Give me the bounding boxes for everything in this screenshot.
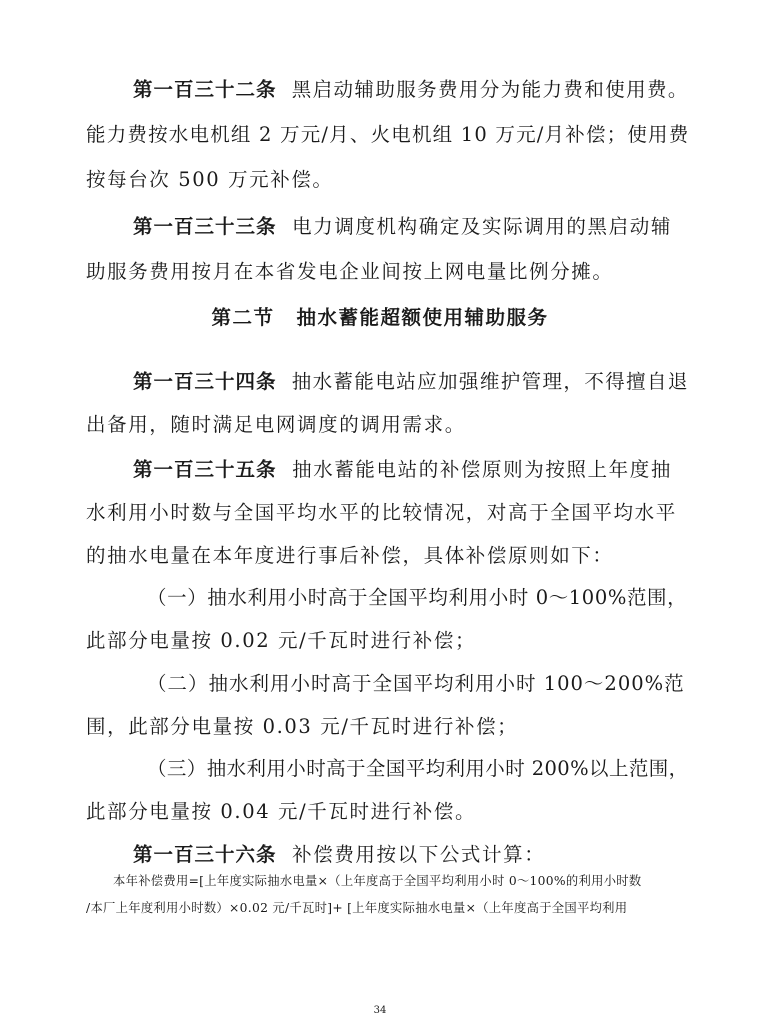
article-132-text: 黑启动辅助服务费用分为能力费和使用费。 xyxy=(291,78,689,101)
item-1-line-1: （一）抽水利用小时高于全国平均利用小时 0～100%范围， xyxy=(147,586,688,609)
item-1-line-2: 此部分电量按 0.02 元/千瓦时进行补偿； xyxy=(86,629,477,652)
article-135-line-1 xyxy=(133,454,672,482)
article-133-line-1 xyxy=(133,211,672,239)
formula-line-2: /本厂上年度利用小时数）×0.02 元/千瓦时]+ [上年度实际抽水电量×（上年度高于全国平均利用 xyxy=(86,901,628,915)
article-135-line-3: 的抽水电量在本年度进行事后补偿，具体补偿原则如下： xyxy=(86,544,614,567)
article-136-text: 补偿费用按以下公式计算： xyxy=(292,843,546,866)
article-134-line-1 xyxy=(133,366,689,394)
article-134-number: 第一百三十四条 xyxy=(133,370,277,393)
article-135-number: 第一百三十五条 xyxy=(133,458,277,481)
item-2-line-1: （二）抽水利用小时高于全国平均利用小时 100～200%范 xyxy=(147,672,685,695)
section-number: 第二节 xyxy=(211,306,275,329)
article-135-text: 抽水蓄能电站的补偿原则为按照上年度抽 xyxy=(292,458,672,481)
formula-line-1: 本年补偿费用=[上年度实际抽水电量×（上年度高于全国平均利用小时 0～100%的利用小时数 xyxy=(113,874,642,888)
article-134-line-2: 出备用，随时满足电网调度的调用需求。 xyxy=(86,413,466,436)
section-title: 抽水蓄能超额使用辅助服务 xyxy=(296,306,549,329)
article-132-line-3: 按每台次 500 万元补偿。 xyxy=(86,168,334,191)
article-132-line-1 xyxy=(133,74,689,102)
section-heading xyxy=(0,302,760,330)
article-132-number: 第一百三十二条 xyxy=(133,78,277,101)
article-132-line-2: 能力费按水电机组 2 万元/月、火电机组 10 万元/月补偿；使用费 xyxy=(86,123,690,146)
article-133-line-2: 助服务费用按月在本省发电企业间按上网电量比例分摊。 xyxy=(86,260,614,283)
article-134-text: 抽水蓄能电站应加强维护管理，不得擅自退 xyxy=(291,370,689,393)
item-3-line-1: （三）抽水利用小时高于全国平均利用小时 200%以上范围， xyxy=(147,757,689,780)
article-136-number: 第一百三十六条 xyxy=(133,843,277,866)
item-2-line-2: 围，此部分电量按 0.03 元/千瓦时进行补偿； xyxy=(86,715,519,738)
item-3-line-2: 此部分电量按 0.04 元/千瓦时进行补偿。 xyxy=(86,800,477,823)
article-133-number: 第一百三十三条 xyxy=(133,215,277,238)
article-133-text: 电力调度机构确定及实际调用的黑启动辅 xyxy=(292,215,672,238)
page-number: 34 xyxy=(373,1005,387,1016)
article-136-line-1 xyxy=(133,839,545,867)
article-135-line-2: 水利用小时数与全国平均水平的比较情况，对高于全国平均水平 xyxy=(86,501,677,524)
